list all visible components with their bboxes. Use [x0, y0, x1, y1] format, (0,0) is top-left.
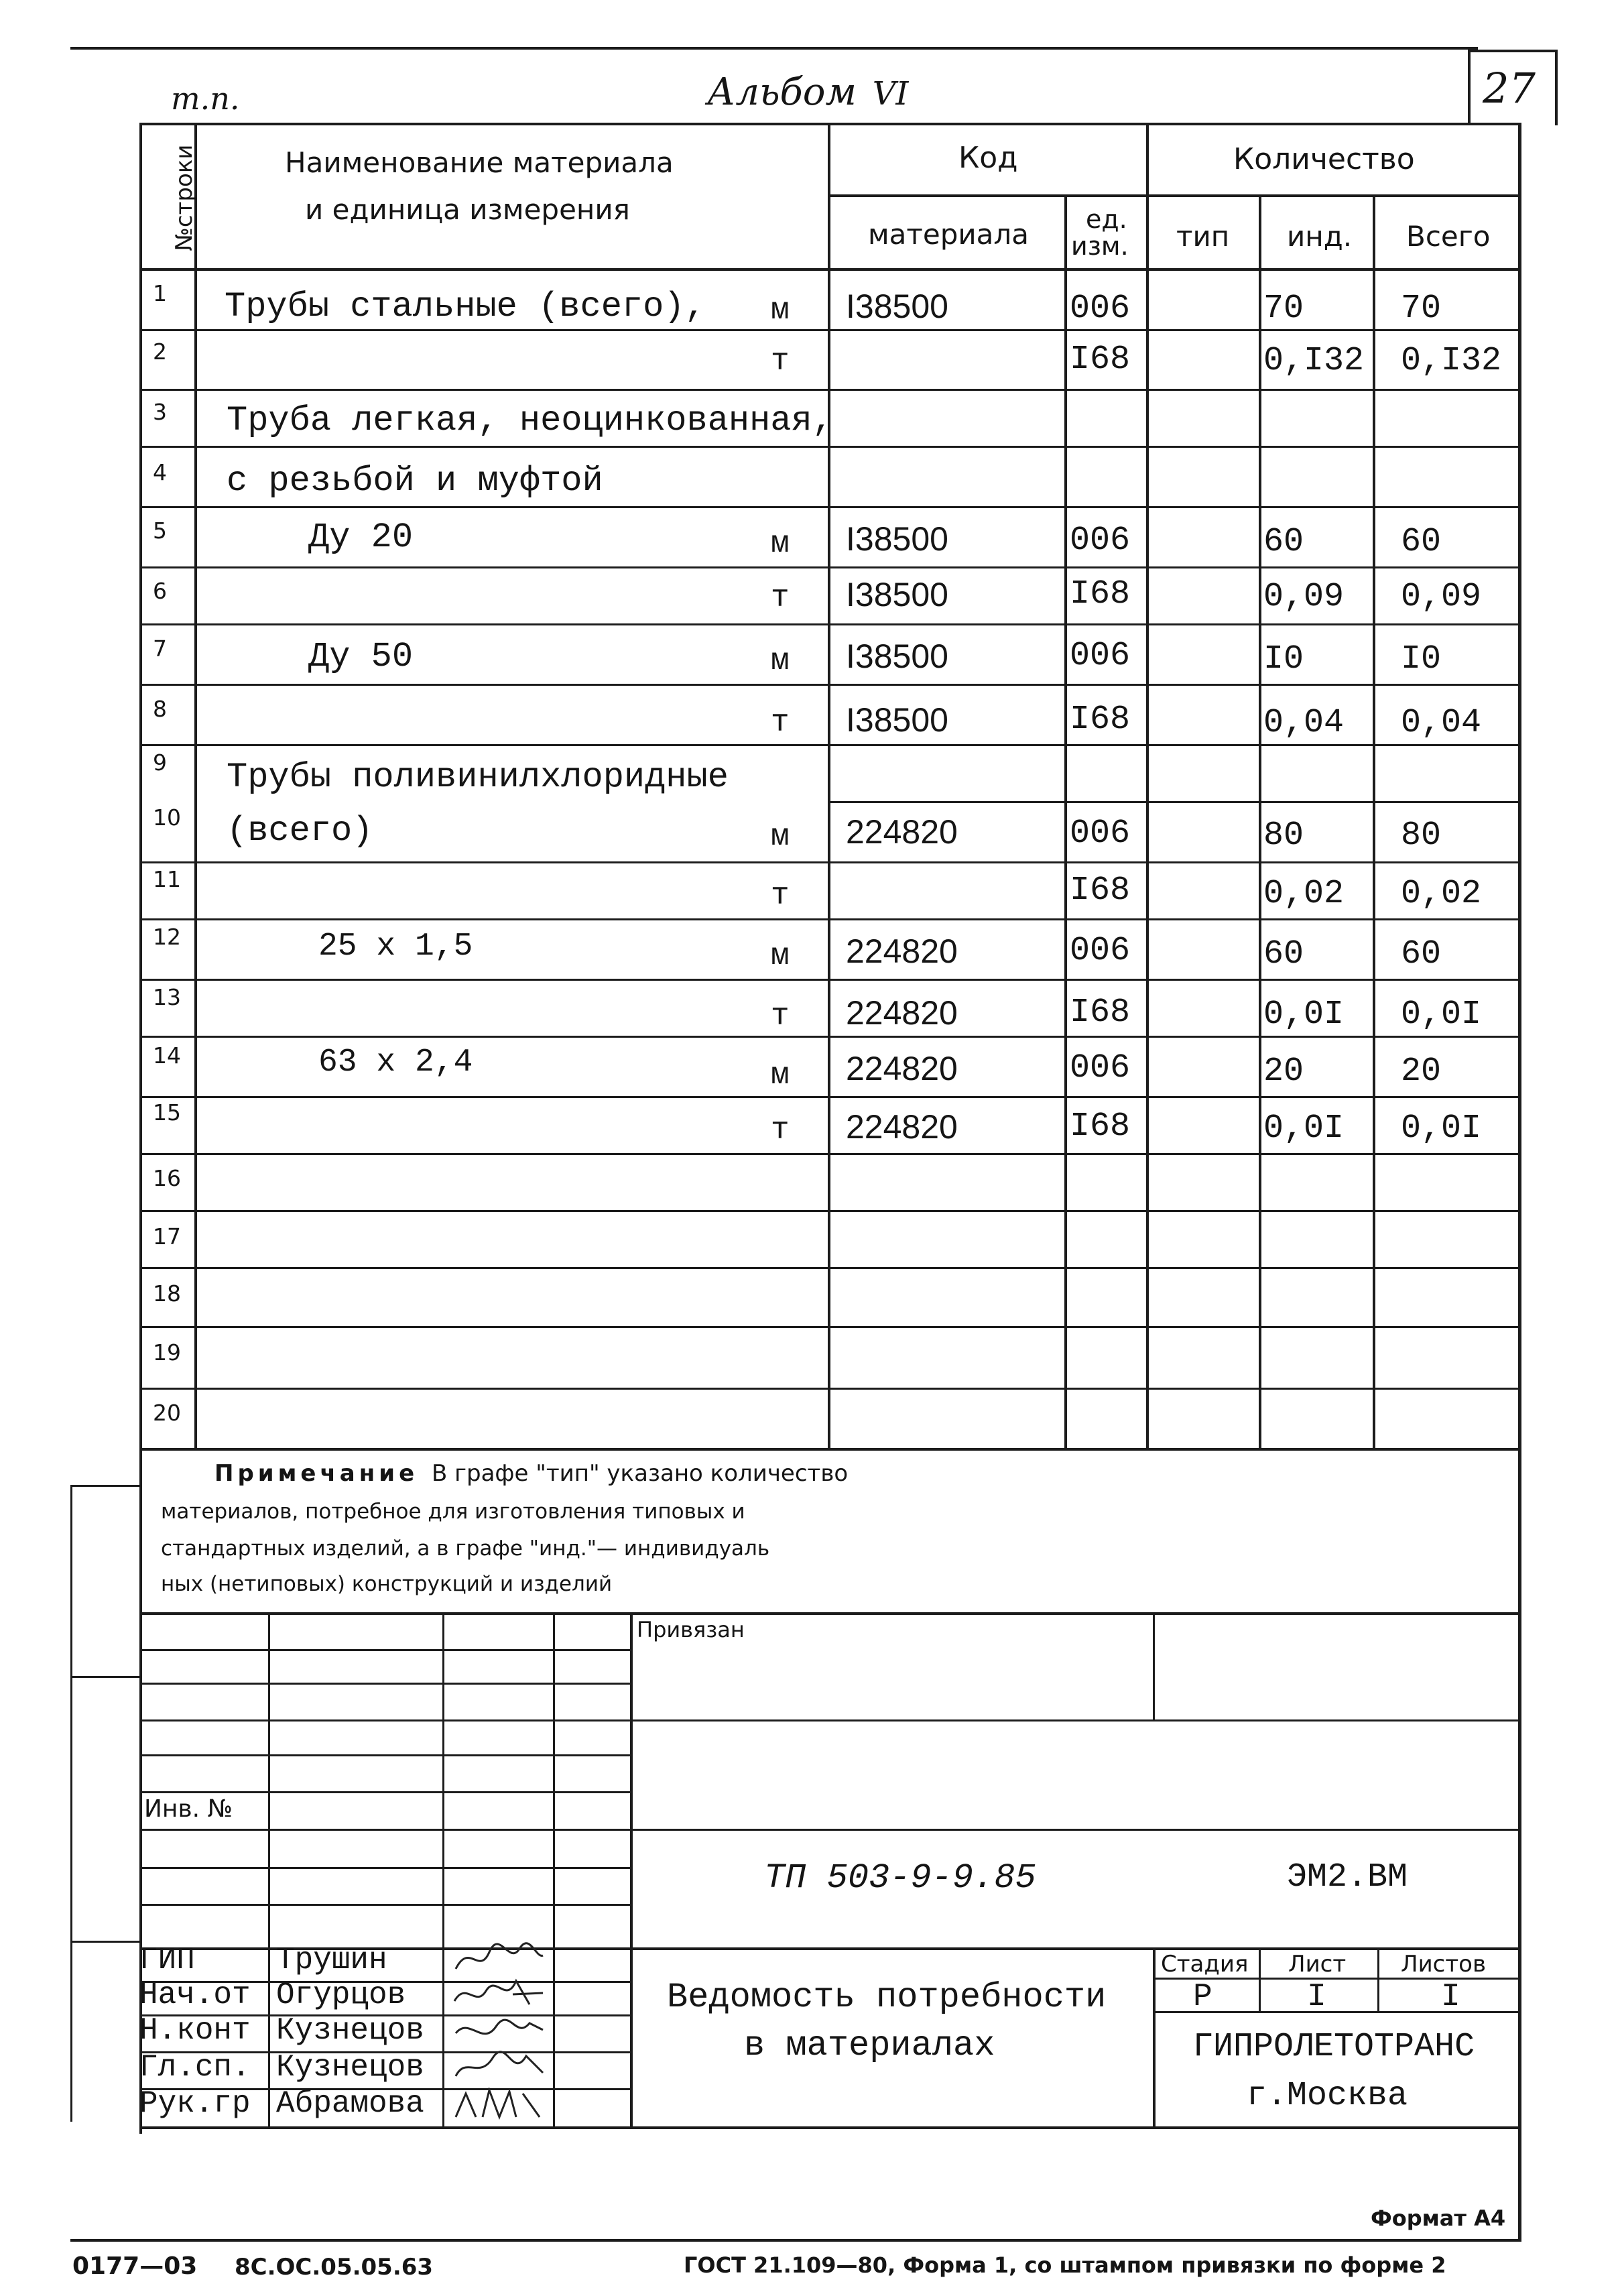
header-code: Код — [958, 141, 1018, 175]
footer-mid-code: 8С.ОС.05.05.63 — [235, 2254, 434, 2281]
row-unit: т — [771, 999, 790, 1034]
row-total: 20 — [1401, 1052, 1442, 1091]
vline-eu — [1064, 194, 1067, 1450]
header-qty-type: тип — [1176, 220, 1230, 253]
row-ind: 60 — [1263, 523, 1304, 561]
row-unit: т — [771, 878, 790, 913]
row-line — [139, 446, 1521, 448]
row-line — [139, 861, 1521, 863]
row-ind: 0,09 — [1263, 578, 1345, 616]
row-eu: I68 — [1070, 993, 1131, 1032]
footer-gost: ГОСТ 21.109—80, Форма 1, со штампом привязки по форме 2 — [684, 2252, 1446, 2278]
margin-mark — [70, 1676, 141, 1678]
footer-rule — [70, 2239, 1521, 2242]
header-qty-total: Всего — [1406, 220, 1491, 253]
row-ind: 0,0I — [1263, 1109, 1345, 1148]
row-total: 0,I32 — [1401, 342, 1502, 380]
margin-mark — [70, 1485, 141, 1487]
row-number: 12 — [153, 924, 181, 950]
vline-ind — [1373, 194, 1375, 1450]
doc-code: ЭМ2.ВМ — [1287, 1858, 1408, 1896]
format-label: Формат А4 — [1371, 2206, 1506, 2231]
signature-scribble — [449, 1974, 550, 2014]
stamp-hline — [139, 1904, 632, 1906]
row-line — [139, 506, 1521, 508]
row-number: 17 — [153, 1223, 181, 1250]
note-line-1 — [214, 1460, 848, 1487]
sheets-value: I — [1441, 1979, 1460, 2015]
row-code: I38500 — [846, 701, 948, 739]
row-line — [139, 1096, 1521, 1098]
signature-scribble — [449, 2046, 550, 2086]
sheet-box-left — [1468, 50, 1471, 125]
row-ind: 0,0I — [1263, 995, 1345, 1034]
row-unit: м — [771, 644, 790, 678]
row-total: I0 — [1401, 640, 1442, 678]
person-role: Нач.от — [139, 1978, 251, 2012]
row-name: 25 х 1,5 — [318, 928, 473, 965]
row-name: Трубы поливинилхлоридные — [227, 758, 729, 797]
row-unit: т — [771, 1113, 790, 1148]
stamp-title-2: в материалах — [744, 2026, 995, 2065]
row-total: 0,09 — [1401, 578, 1482, 616]
row-ind: 0,I32 — [1263, 342, 1365, 380]
note-bottom-line — [139, 1612, 1521, 1615]
sheet-number: 27 — [1483, 64, 1536, 113]
row-ind: 80 — [1263, 817, 1304, 855]
row-ind: 0,02 — [1263, 875, 1345, 913]
row-total: 0,0I — [1401, 1109, 1482, 1148]
row-total: 60 — [1401, 523, 1442, 561]
row-line — [139, 566, 1521, 568]
header-quantity: Количество — [1233, 142, 1415, 176]
sheet-label: Лист — [1288, 1951, 1347, 1978]
stamp-hline — [139, 1867, 632, 1869]
org-name: ГИПРОЛЕТОТРАНС — [1193, 2028, 1475, 2066]
row-unit: м — [771, 939, 790, 973]
row-number: 1 — [153, 280, 167, 306]
row-number: 14 — [153, 1042, 181, 1069]
row-eu: I68 — [1070, 871, 1131, 910]
row-line — [139, 1153, 1521, 1155]
row-ind: I0 — [1263, 640, 1304, 678]
note-line-2: материалов, потребное для изготовления типовых и — [161, 1500, 745, 1524]
row-line — [828, 801, 1521, 803]
row-eu: 006 — [1070, 522, 1131, 560]
row-total: 70 — [1401, 290, 1442, 328]
person-name: Трушин — [276, 1943, 387, 1978]
header-name-1: Наименование материала — [285, 146, 674, 179]
row-line — [139, 389, 1521, 391]
person-role: Гл.сп. — [139, 2050, 251, 2085]
row-number: 13 — [153, 984, 181, 1010]
row-unit: т — [771, 344, 790, 379]
stamp-vline-6 — [1153, 1947, 1156, 2128]
margin-mark — [70, 1941, 141, 1943]
row-ind: 70 — [1263, 290, 1304, 328]
stamp-hline — [139, 1829, 1521, 1831]
row-eu: 006 — [1070, 637, 1131, 675]
row-eu: I68 — [1070, 701, 1131, 739]
row-unit: м — [771, 526, 790, 561]
person-role: Рук.гр — [139, 2086, 251, 2121]
row-code: 224820 — [846, 1108, 958, 1146]
row-line — [139, 1267, 1521, 1269]
row-number: 8 — [153, 696, 167, 722]
stamp-hline — [139, 1754, 632, 1756]
row-ind: 60 — [1263, 935, 1304, 973]
row-code: I38500 — [846, 638, 948, 675]
row-eu: 006 — [1070, 932, 1131, 970]
row-code: I38500 — [846, 576, 948, 613]
row-code: I38500 — [846, 288, 948, 325]
row-unit: т — [771, 581, 790, 615]
row-number: 3 — [153, 399, 167, 425]
row-code: I38500 — [846, 520, 948, 558]
row-line — [139, 1448, 1521, 1451]
row-number: 16 — [153, 1165, 181, 1191]
header-code-unit-2: изм. — [1071, 231, 1129, 261]
org-city: г.Москва — [1247, 2077, 1408, 2115]
row-total: 80 — [1401, 817, 1442, 855]
row-number: 2 — [153, 339, 167, 365]
person-name: Кузнецов — [276, 2050, 424, 2085]
row-line — [139, 918, 1521, 920]
stage-label: Стадия — [1161, 1951, 1249, 1978]
header-code-material: материала — [868, 218, 1030, 251]
row-number: 4 — [153, 459, 167, 485]
row-total: 0,0I — [1401, 995, 1482, 1034]
stamp-hline — [139, 1791, 632, 1793]
row-number: 15 — [153, 1099, 181, 1126]
note-title: Примечание — [214, 1460, 419, 1487]
row-number: 18 — [153, 1280, 181, 1307]
person-name: Огурцов — [276, 1978, 406, 2012]
note-line-3: стандартных изделий, а в графе "инд."— индивидуаль — [161, 1536, 770, 1561]
inv-no-label: Инв. № — [144, 1795, 233, 1823]
row-code: 224820 — [846, 1050, 958, 1087]
privyazan-label: Привязан — [637, 1617, 745, 1642]
person-role: ГИП — [139, 1943, 195, 1978]
row-line — [139, 1036, 1521, 1038]
signature-scribble — [449, 2010, 550, 2050]
signature-scribble — [449, 1939, 550, 1979]
row-number: 19 — [153, 1339, 181, 1366]
sheet-box-right — [1555, 50, 1558, 125]
row-unit: т — [771, 705, 790, 740]
row-code: 224820 — [846, 994, 958, 1032]
stamp-hline — [139, 1683, 632, 1685]
sheet-box-top — [1468, 50, 1558, 52]
row-line — [139, 744, 1521, 746]
stage-value: Р — [1193, 1979, 1212, 2015]
album-mark: VI — [872, 75, 909, 113]
note-line-4: ных (нетиповых) конструкций и изделий — [161, 1572, 613, 1596]
row-number: 20 — [153, 1400, 181, 1426]
row-eu: I68 — [1070, 575, 1131, 613]
row-number: 11 — [153, 866, 181, 892]
album-label — [707, 70, 908, 114]
row-name: (всего) — [227, 811, 373, 851]
sheets-label: Листов — [1401, 1951, 1487, 1978]
margin-mark — [70, 1485, 72, 2122]
vline-qty — [1146, 123, 1149, 1450]
row-number: 5 — [153, 518, 167, 544]
footer-left-code: 0177—03 — [72, 2252, 198, 2280]
header-qty-ind: инд. — [1287, 220, 1353, 253]
row-name: Труба легкая, неоцинкованная, — [227, 401, 833, 440]
row-line — [139, 684, 1521, 686]
stamp-vline-5 — [1153, 1612, 1155, 1719]
row-number: 9 — [153, 749, 167, 776]
album-text: Альбом — [707, 70, 857, 114]
header-rownum: №строки — [171, 144, 198, 251]
row-number: 6 — [153, 578, 167, 604]
hline-header-mid — [828, 194, 1518, 197]
signature-scribble — [449, 2083, 550, 2124]
frame-left — [139, 123, 142, 2134]
row-total: 60 — [1401, 935, 1442, 973]
stamp-hline — [139, 1719, 1521, 1721]
vline-rownum — [194, 123, 197, 1450]
top-rule — [70, 47, 1478, 50]
row-total: 0,02 — [1401, 875, 1482, 913]
row-name: Ду 20 — [308, 518, 414, 557]
note-text-1: В графе "тип" указано количество — [431, 1460, 849, 1487]
person-role: Н.конт — [139, 2013, 251, 2048]
row-ind: 20 — [1263, 1052, 1304, 1091]
row-name: Трубы стальные (всего), — [225, 287, 706, 326]
row-name: 63 х 2,4 — [318, 1044, 473, 1081]
row-eu: I68 — [1070, 1107, 1131, 1146]
row-line — [139, 1326, 1521, 1328]
row-name: Ду 50 — [308, 637, 414, 676]
header-code-unit-1: ед. — [1086, 204, 1127, 234]
row-eu: 006 — [1070, 1049, 1131, 1087]
vline-type — [1259, 194, 1261, 1450]
project-code: ТП 503-9-9.85 — [764, 1858, 1036, 1898]
row-eu: 006 — [1070, 290, 1131, 328]
row-code: 224820 — [846, 932, 958, 970]
row-line — [139, 1210, 1521, 1212]
row-name: с резьбой и муфтой — [227, 461, 603, 501]
row-code: 224820 — [846, 813, 958, 851]
row-line — [139, 329, 1521, 331]
tp-label: т.п. — [171, 80, 240, 117]
stamp-title-1: Ведомость потребности — [667, 1978, 1107, 2017]
row-line — [139, 1388, 1521, 1390]
row-unit: м — [771, 819, 790, 854]
stamp-hline — [139, 2126, 1521, 2129]
vline-right-table — [1518, 123, 1521, 1450]
row-eu: 006 — [1070, 814, 1131, 853]
vline-name — [828, 123, 830, 1450]
row-eu: I68 — [1070, 341, 1131, 379]
person-name: Абрамова — [276, 2086, 424, 2121]
row-number: 10 — [153, 804, 181, 831]
hline-header-bottom — [139, 268, 1521, 271]
sheet-value: I — [1307, 1979, 1326, 2015]
row-line — [139, 979, 1521, 981]
person-name: Кузнецов — [276, 2013, 424, 2048]
row-total: 0,04 — [1401, 704, 1482, 742]
frame-top — [139, 123, 1521, 125]
row-unit: м — [771, 293, 790, 328]
row-unit: м — [771, 1058, 790, 1093]
stamp-hline — [139, 1649, 632, 1651]
row-line — [139, 623, 1521, 625]
row-number: 7 — [153, 636, 167, 662]
row-ind: 0,04 — [1263, 704, 1345, 742]
header-name-2: и единица измерения — [305, 193, 630, 226]
